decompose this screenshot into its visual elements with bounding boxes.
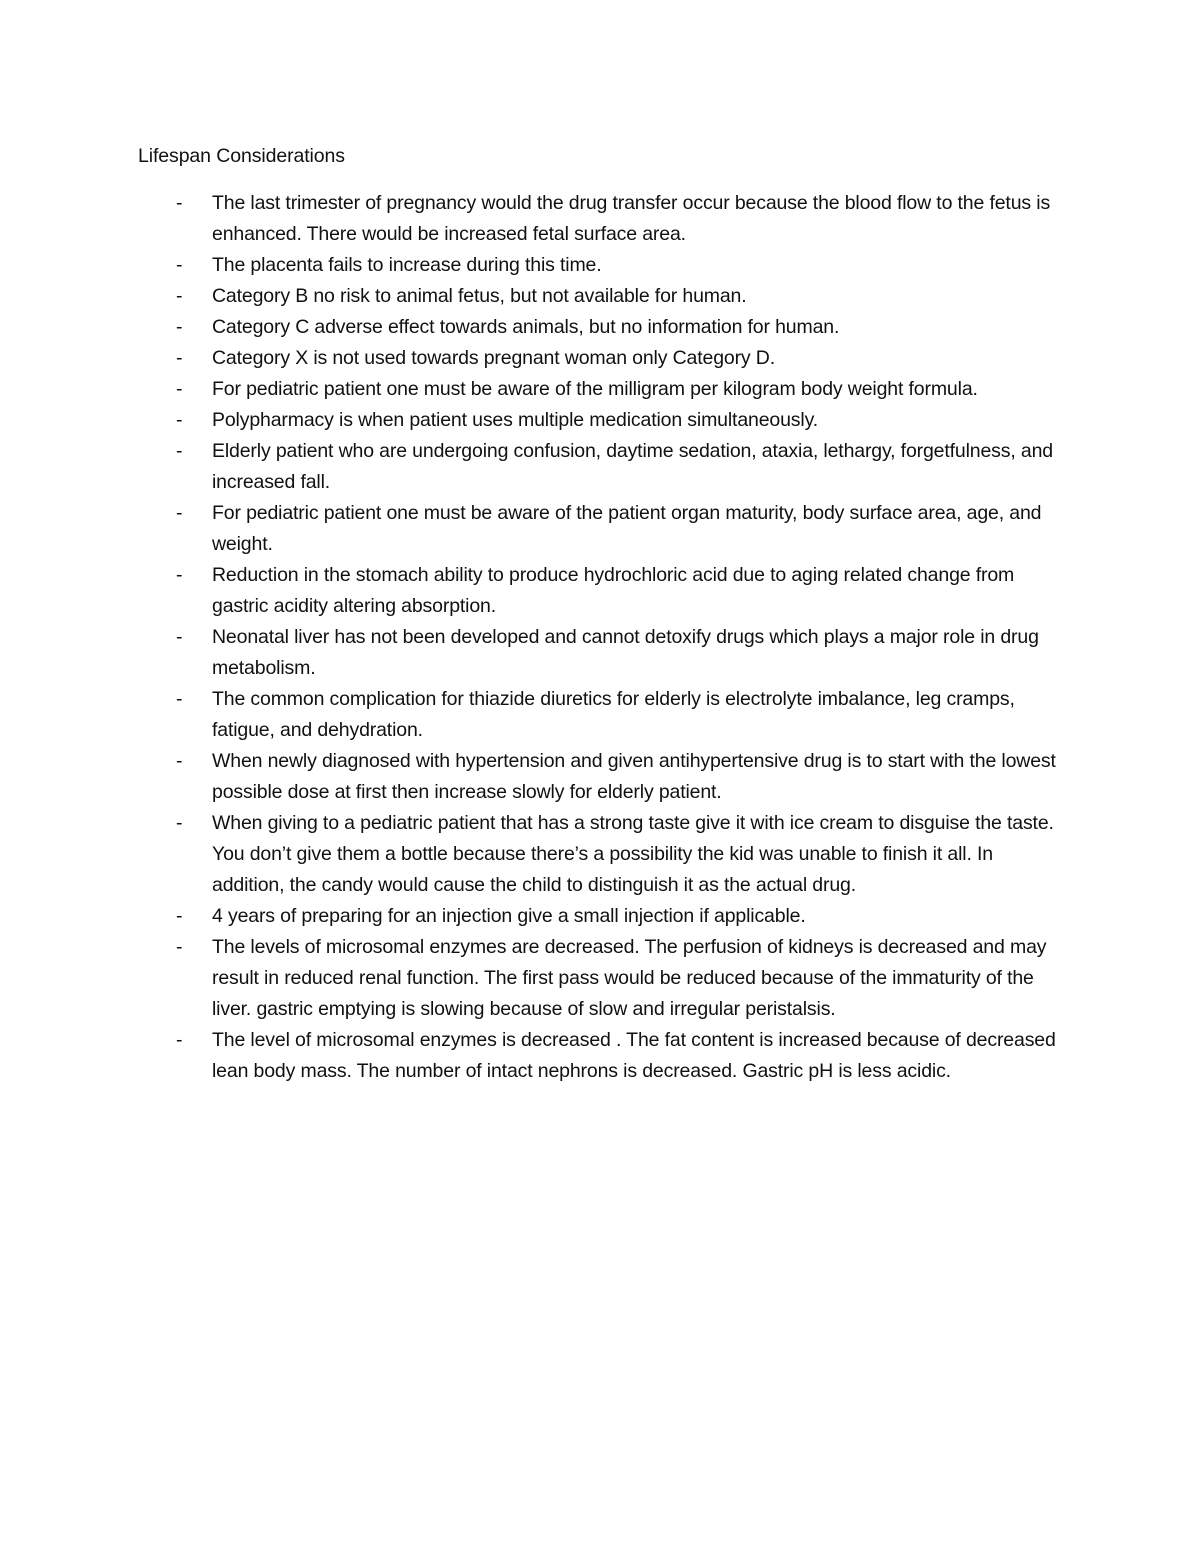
bullet-dash: - [176, 1029, 183, 1051]
document-title: Lifespan Considerations [138, 145, 345, 167]
list-item-text: The placenta fails to increase during this time. [212, 254, 602, 276]
bullet-dash: - [176, 750, 183, 772]
list-item [0, 932, 1062, 1025]
list-item [0, 374, 1062, 405]
list-item-text: When giving to a pediatric patient that has a strong taste give it with ice cream to disguise the taste. You don’t give them a bottle because there’s a possibility the kid was unable to finish it all. In addition, the candy would cause the child to distinguish it as the actual drug. [212, 812, 1054, 896]
list-item-text: Category B no risk to animal fetus, but not available for human. [212, 285, 747, 307]
list-item [0, 622, 1062, 684]
bullet-dash: - [176, 254, 183, 276]
list-item [0, 343, 1062, 374]
list-item [0, 436, 1062, 498]
list-item-text: The last trimester of pregnancy would the drug transfer occur because the blood flow to the fetus is enhanced. There would be increased fetal surface area. [212, 192, 1051, 245]
list-item-text: For pediatric patient one must be aware of the patient organ maturity, body surface area, age, and weight. [212, 502, 1042, 555]
bullet-dash: - [176, 316, 183, 338]
bullet-dash: - [176, 564, 183, 586]
bullet-dash: - [176, 936, 183, 958]
list-item [0, 312, 1062, 343]
bullet-dash: - [176, 688, 183, 710]
list-item [0, 188, 1062, 250]
bullet-dash: - [176, 192, 183, 214]
list-item-text: The common complication for thiazide diuretics for elderly is electrolyte imbalance, leg cramps, fatigue, and dehydration. [212, 688, 1015, 741]
list-item-text: 4 years of preparing for an injection give a small injection if applicable. [212, 905, 806, 927]
list-item [0, 560, 1062, 622]
list-item [0, 498, 1062, 560]
bullet-dash: - [176, 409, 183, 431]
bullet-dash: - [176, 905, 183, 927]
list-item [0, 250, 1062, 281]
bullet-list [0, 188, 1200, 1087]
list-item-text: Neonatal liver has not been developed and cannot detoxify drugs which plays a major role in drug metabolism. [212, 626, 1039, 679]
list-item-text: The level of microsomal enzymes is decreased . The fat content is increased because of decreased lean body mass. The number of intact nephrons is decreased. Gastric pH is less acidic. [212, 1029, 1056, 1082]
list-item-text: The levels of microsomal enzymes are decreased. The perfusion of kidneys is decreased and may result in reduced renal function. The first pass would be reduced because of the immaturity of the liver. gastric emptying is slowing because of slow and irregular peristalsis. [212, 936, 1047, 1020]
list-item-text: When newly diagnosed with hypertension and given antihypertensive drug is to start with the lowest possible dose at first then increase slowly for elderly patient. [212, 750, 1056, 803]
list-item [0, 901, 1062, 932]
bullet-dash: - [176, 378, 183, 400]
list-item-text: Polypharmacy is when patient uses multiple medication simultaneously. [212, 409, 819, 431]
bullet-dash: - [176, 347, 183, 369]
list-item [0, 808, 1062, 901]
bullet-dash: - [176, 502, 183, 524]
list-item [0, 1025, 1062, 1087]
bullet-dash: - [176, 812, 183, 834]
list-item [0, 405, 1062, 436]
bullet-dash: - [176, 285, 183, 307]
list-item-text: Elderly patient who are undergoing confusion, daytime sedation, ataxia, lethargy, forgetfulness, and increased fall. [212, 440, 1054, 493]
list-item [0, 684, 1062, 746]
bullet-dash: - [176, 626, 183, 648]
list-item-text: Category C adverse effect towards animals, but no information for human. [212, 316, 840, 338]
list-item [0, 281, 1062, 312]
list-item-text: For pediatric patient one must be aware of the milligram per kilogram body weight formula. [212, 378, 978, 400]
list-item [0, 746, 1062, 808]
list-item-text: Category X is not used towards pregnant woman only Category D. [212, 347, 775, 369]
list-item-text: Reduction in the stomach ability to produce hydrochloric acid due to aging related change from gastric acidity altering absorption. [212, 564, 1015, 617]
bullet-dash: - [176, 440, 183, 462]
